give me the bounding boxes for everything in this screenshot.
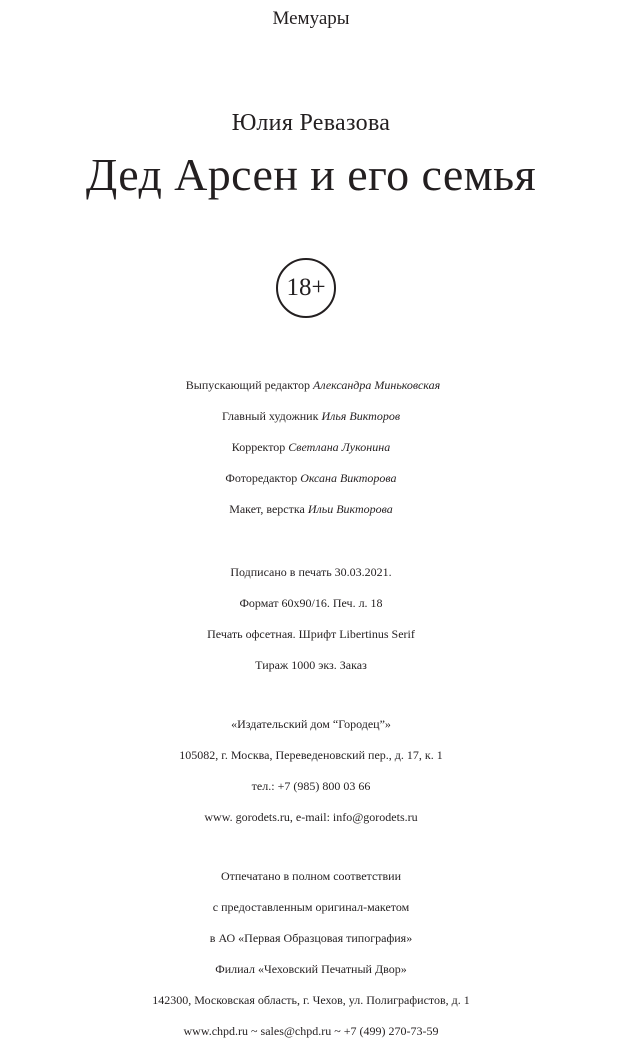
printer-line: Филиал «Чеховский Печатный Двор» xyxy=(215,962,407,976)
series-label: Мемуары xyxy=(272,8,350,29)
printer-block xyxy=(0,861,622,1047)
credit-line xyxy=(0,432,622,463)
credit-name: Александра Миньковская xyxy=(312,378,441,392)
printer-line: Отпечатано в полном соответствии xyxy=(220,869,402,883)
author-name: Юлия Ревазова xyxy=(231,110,391,136)
credit-role: Корректор xyxy=(231,440,286,454)
print-info-line: Формат 60x90/16. Печ. л. 18 xyxy=(239,596,383,610)
age-rating-badge xyxy=(276,258,336,318)
publisher-line: тел.: +7 (985) 800 03 66 xyxy=(251,779,371,793)
credit-line xyxy=(0,494,622,525)
credit-line xyxy=(0,401,622,432)
credit-name: Светлана Луконина xyxy=(288,440,391,454)
credits-block xyxy=(0,370,622,525)
printer-line: в АО «Первая Образцовая типография» xyxy=(209,931,413,945)
credit-role: Макет, верстка xyxy=(229,502,305,516)
publisher-block xyxy=(0,709,622,833)
print-info-line: Тираж 1000 экз. Заказ xyxy=(255,658,367,672)
credit-line xyxy=(2,370,622,401)
credit-line xyxy=(0,463,622,494)
book-title: Дед Арсен и его семья xyxy=(85,149,537,200)
publisher-line: www. gorodets.ru, e-mail: info@gorodets.ru xyxy=(204,810,418,824)
print-info-line: Печать офсетная. Шрифт Libertinus Serif xyxy=(207,627,415,641)
credit-role: Фоторедактор xyxy=(225,471,298,485)
credit-role: Выпускающий редактор xyxy=(185,378,310,392)
publisher-line: 105082, г. Москва, Переведеновский пер., д. 17, к. 1 xyxy=(179,748,443,762)
credit-name: Илья Викторов xyxy=(321,409,401,423)
credit-role: Главный художник xyxy=(221,409,319,423)
printer-line: с предоставленным оригинал-макетом xyxy=(212,900,410,914)
print-info-line: Подписано в печать 30.03.2021. xyxy=(230,565,392,579)
credit-name: Оксана Викторова xyxy=(300,471,397,485)
age-rating-label: 18+ xyxy=(286,274,326,301)
credit-name: Ильи Викторова xyxy=(307,502,393,516)
publisher-line: «Издательский дом “Городец”» xyxy=(231,717,391,731)
print-info-block xyxy=(0,557,622,681)
printer-line: 142300, Московская область, г. Чехов, ул. Полиграфистов, д. 1 xyxy=(152,993,470,1007)
printer-line: www.chpd.ru ~ sales@chpd.ru ~ +7 (499) 270-73-59 xyxy=(183,1024,439,1038)
